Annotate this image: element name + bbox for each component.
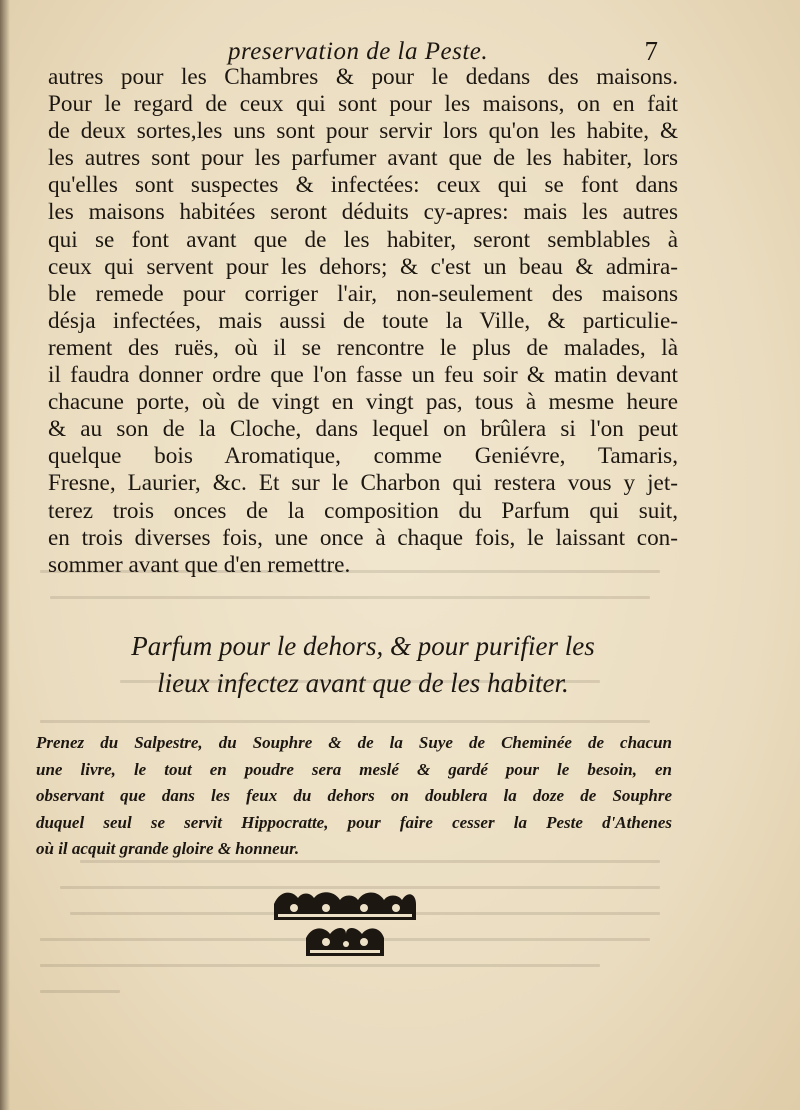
body-line: en trois diverses fois, une once à chaque fois, le laissant con- <box>48 524 678 551</box>
body-line: les maisons habitées seront déduits cy-apres: mais les autres <box>48 199 678 226</box>
heading-line: Parfum pour le dehors, & pour purifier les <box>131 631 595 661</box>
body-line: chacune porte, où de vingt en vingt pas, tous à mesme heure <box>48 389 678 416</box>
body-line: Fresne, Laurier, &c. Et sur le Charbon qui restera vous y jet- <box>48 470 678 497</box>
fleuron-ornament-icon <box>270 888 420 962</box>
body-line: ceux qui servent pour les dehors; & c'est un beau & admira- <box>48 253 678 280</box>
heading-line: lieux infectez avant que de les habiter. <box>157 668 569 698</box>
body-line: il faudra donner ordre que l'on fasse un feu soir & matin devant <box>48 362 678 389</box>
running-title: preservation de la Peste. <box>228 38 489 65</box>
body-line: quelque bois Aromatique, comme Geniévre, Tamaris, <box>48 443 678 470</box>
page-gutter-shadow <box>0 0 10 1110</box>
body-line: autres pour les Chambres & pour le dedans des maisons. <box>48 64 678 90</box>
body-line: qu'elles sont suspectes & infectées: ceux qui se font dans <box>48 172 678 199</box>
body-line: les autres sont pour les parfumer avant que de les habiter, lors <box>48 145 678 172</box>
recipe-line: Prenez du Salpestre, du Souphre & de la Suye de Cheminée de chacun <box>36 733 672 752</box>
body-line: désja infectées, mais aussi de toute la Ville, & particulie- <box>48 307 678 334</box>
body-line: de deux sortes,les uns sont pour servir lors qu'on les habite, & <box>48 118 678 145</box>
body-line: rement des ruës, où il se rencontre le plus de malades, là <box>48 334 678 361</box>
recipe-line: où il acquit grande gloire & honneur. <box>36 839 300 858</box>
recipe-line: duquel seul se servit Hippocratte, pour faire cesser la Peste d'Athenes <box>36 812 672 832</box>
recipe-line: une livre, le tout en poudre sera meslé & gardé pour le besoin, en <box>36 759 672 779</box>
body-line: sommer avant que d'en remettre. <box>48 551 351 578</box>
body-line: ble remede pour corriger l'air, non-seulement des maisons <box>48 280 678 307</box>
page-number: 7 <box>644 36 658 66</box>
body-paragraph <box>48 64 678 579</box>
recipe-line: observant que dans les feux du dehors on doublera la doze de Souphre <box>36 786 672 805</box>
body-line: Pour le regard de ceux qui sont pour les maisons, on en fait <box>48 91 678 118</box>
recipe-paragraph <box>36 730 672 863</box>
section-heading <box>48 628 678 702</box>
body-line: & au son de la Cloche, dans lequel on brûlera si l'on peut <box>48 416 678 443</box>
body-line: terez trois onces de la composition du Parfum qui suit, <box>48 497 678 524</box>
body-line: qui se font avant que de les habiter, seront semblables à <box>48 226 678 253</box>
